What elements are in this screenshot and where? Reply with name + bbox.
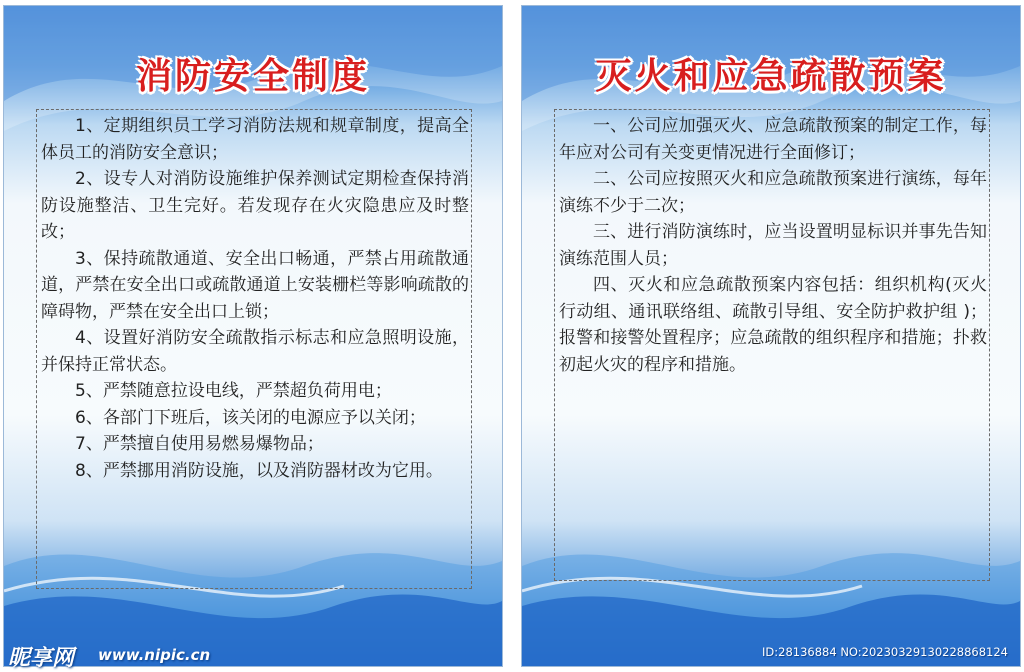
plan-paragraph: 三、进行消防演练时，应当设置明显标识并事先告知演练范围人员；	[559, 222, 987, 269]
rule-paragraph: 1、定期组织员工学习消防法规和规章制度，提高全体员工的消防安全意识；	[41, 116, 469, 163]
fire-safety-rules-board	[4, 6, 502, 666]
plan-text-box	[554, 109, 990, 581]
emergency-plan-board	[522, 6, 1020, 666]
rule-paragraph: 7、严禁擅自使用易燃易爆物品；	[75, 434, 324, 454]
rule-paragraph: 2、设专人对消防设施维护保养测试定期检查保持消防设施整洁、卫生完好。若发现存在火灾隐患应及时整改；	[41, 169, 469, 242]
rule-paragraph: 8、严禁挪用消防设施，以及消防器材改为它用。	[75, 460, 443, 481]
page-title: 灭火和应急疏散预案	[595, 55, 947, 97]
watermark-url: www.nipic.cn	[98, 646, 211, 664]
rule-paragraph: 4、设置好消防安全疏散指示标志和应急照明设施，并保持正常状态。	[41, 328, 469, 375]
watermark-logo: 昵享网	[8, 646, 75, 671]
plan-paragraph: 一、公司应加强灭火、应急疏散预案的制定工作，每年应对公司有关变更情况进行全面修订；	[559, 116, 987, 163]
rules-text-box	[36, 109, 472, 589]
plan-paragraph: 四、灭火和应急疏散预案内容包括：组织机构(灭火行动组、通讯联络组、疏散引导组、安全防护救护组 )；报警和接警处置程序；应急疏散的组织程序和措施；扑救初起火灾的程序和措施。	[559, 275, 987, 375]
watermark-id: ID:28136884 NO:20230329130228868124	[762, 645, 1008, 659]
page-title: 消防安全制度	[135, 55, 370, 97]
rule-paragraph: 6、各部门下班后，该关闭的电源应予以关闭；	[75, 407, 426, 428]
rule-paragraph: 3、保持疏散通道、安全出口畅通，严禁占用疏散通道，严禁在安全出口或疏散通道上安装栅栏等影响疏散的障碍物，严禁在安全出口上锁；	[41, 248, 469, 322]
plan-paragraph: 二、公司应按照灭火和应急疏散预案进行演练，每年演练不少于二次；	[559, 169, 987, 216]
rule-paragraph: 5、严禁随意拉设电线，严禁超负荷用电；	[75, 381, 392, 401]
